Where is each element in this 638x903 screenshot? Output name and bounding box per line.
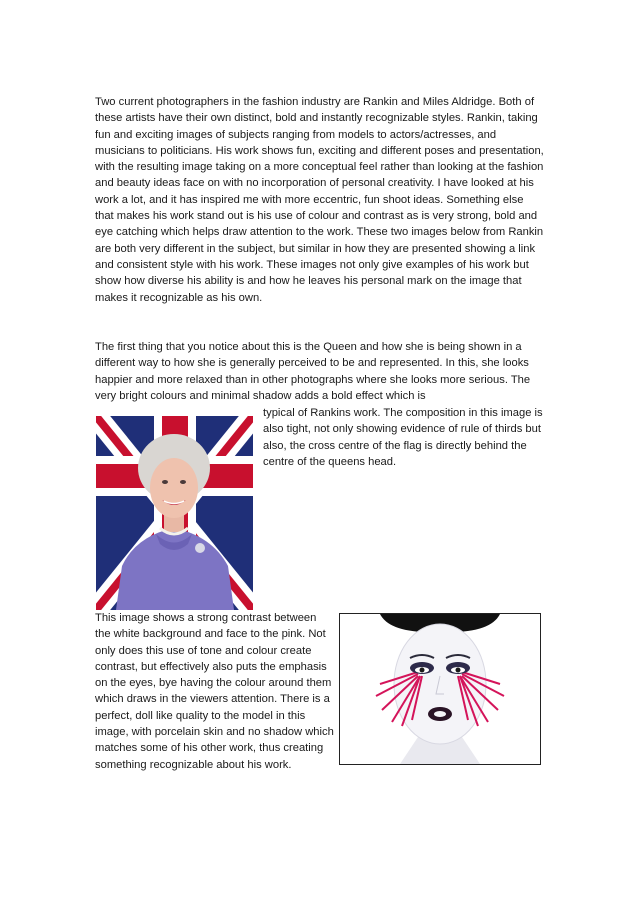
- queen-photo: [96, 416, 253, 610]
- model-photo: [339, 613, 541, 765]
- queen-paragraph-intro: The first thing that you notice about this is the Queen and how she is being shown in a different way to how she is generally perceived to be and represented. In this, she looks happier and more relaxed than in other photographs where she looks more serious. The very bright colours and minimal shadow adds a bold effect which is: [95, 341, 531, 402]
- intro-paragraph: Two current photographers in the fashion industry are Rankin and Miles Aldridge. Both of these artists have their own distinct, bold and instantly recognizable styles. Rankin, taking fun and exciting images of subjects ranging from models to actors/actresses, and musicians to politicians. His work shows fun, exciting and different poses and presentation, with the resulting image taking on a more conceptual feel rather than looking at the fashion and beauty ideas face on with no incorporation of personal creativity. I have looked at his work a lot, and it has inspired me with more eccentric, fun shoot ideas. Something else that makes his work stand out is his use of colour and contrast as is very strong, bold and eye catching which helps draw attention to the work. These two images below from Rankin are both very different in the subject, but similar in how they are presented showing a link and consistent style with his work. These images not only give examples of his work but show how diverse his ability is and how he leaves his personal mark on the image that makes it recognizable as his own.: [95, 96, 544, 304]
- model-paragraph: This image shows a strong contrast between the white background and face to the pink. Not only does this use of tone and colour create contrast, but effectively also puts the emphasis on the eyes, bye having the colour around them which draws in the viewers attention. There is a perfect, doll like quality to the model in this image, with porcelain skin and no shadow which matches some of his other work, thus creating something recognizable about his work.: [95, 612, 334, 771]
- queen-paragraph-continued: typical of Rankins work. The composition in this image is also tight, not only showing evidence of rule of thirds but also, the cross centre of the flag is directly behind the centre of the queens head.: [263, 407, 543, 468]
